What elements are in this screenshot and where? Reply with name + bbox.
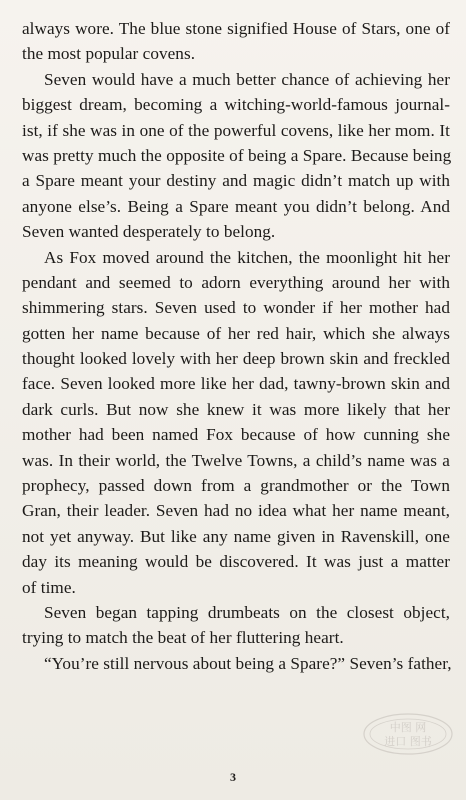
text-line: trying to match the beat of her fluttering heart.: [22, 628, 344, 648]
text-line: anyone else’s. Being a Spare meant you didn’t belong. And: [22, 196, 450, 216]
text-line: biggest dream, becoming a witching-world-famous journal-: [22, 95, 450, 115]
page-number: 3: [230, 770, 236, 784]
text-line: of time.: [22, 577, 76, 597]
text-line: Seven would have a much better chance of achieving her: [44, 69, 450, 89]
text-line: gotten her name because of her red hair, which she always: [22, 323, 450, 343]
body-text: [22, 16, 450, 676]
text-line: prophecy, passed down from a grandmother or the Town: [22, 476, 450, 496]
text-line: was. In their world, the Twelve Towns, a child’s name was a: [22, 450, 450, 470]
watermark-line-1: 中图 网: [389, 721, 427, 734]
text-line: mother had been named Fox because of how cunning she: [22, 425, 450, 445]
text-line: shimmering stars. Seven used to wonder if her mother had: [22, 298, 450, 318]
text-line: Seven began tapping drumbeats on the closest object,: [44, 602, 450, 622]
text-line: ist, if she was in one of the powerful covens, like her mom. It: [22, 120, 450, 140]
paragraph: [22, 600, 450, 651]
text-line: a Spare meant your destiny and magic didn’t match up with: [22, 171, 450, 191]
text-line: Gran, their leader. Seven had no idea what her name meant,: [22, 501, 450, 521]
paragraph: [22, 16, 450, 67]
text-line: dark curls. But now she knew it was more likely that her: [22, 399, 450, 419]
text-line: Seven wanted desperately to belong.: [22, 222, 276, 242]
text-line: day its meaning would be discovered. It was just a matter: [22, 552, 450, 572]
text-line: As Fox moved around the kitchen, the moonlight hit her: [44, 247, 450, 267]
watermark-stamp: [362, 712, 454, 756]
text-line: face. Seven looked more like her dad, tawny-brown skin and: [22, 374, 450, 394]
text-line: always wore. The blue stone signified House of Stars, one of: [22, 19, 450, 38]
text-line: thought looked lovely with her deep brown skin and freckled: [22, 349, 450, 369]
paragraph: [22, 245, 450, 600]
text-line: “You’re still nervous about being a Spare?” Seven’s father,: [44, 653, 452, 673]
text-line: not yet anyway. But like any name given in Ravenskill, one: [22, 526, 450, 546]
text-line: pendant and seemed to adorn everything around her with: [22, 272, 450, 292]
watermark-line-2: 进口 图书: [384, 735, 432, 748]
text-line: was pretty much the opposite of being a Spare. Because being: [22, 145, 452, 165]
paragraph: [22, 651, 450, 676]
paragraph: [22, 67, 450, 245]
text-line: the most popular covens.: [22, 44, 196, 64]
